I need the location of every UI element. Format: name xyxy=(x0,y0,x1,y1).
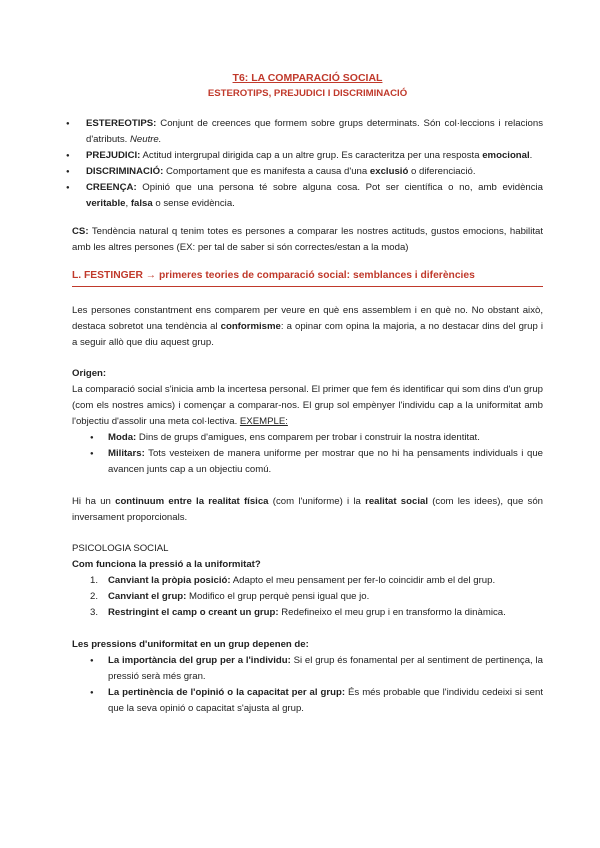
definition-item: ● CREENÇA: Opinió que una persona té sobre alguna cosa. Pot ser científica o no, amb evidència veritable, falsa o sense evidència. xyxy=(72,180,543,212)
definition-item: ● DISCRIMINACIÓ: Comportament que es manifesta a causa d'una exclusió o diferenciació. xyxy=(72,164,543,180)
section-heading: L. FESTINGER → primeres teories de comparació social: semblances i diferències xyxy=(72,268,543,287)
page-subtitle: ESTEROTIPS, PREJUDICI I DISCRIMINACIÓ xyxy=(207,88,408,99)
origin-paragraph: La comparació social s'inicia amb la incertesa personal. El primer que fem és identificar qui som dins d'un grup (com els nostres amics) i començar a comparar-nos. El grup sol empènyer l'individu cap a la uniformitat amb l'objectiu d'assolir una meta col·lectiva. EXEMPLE: xyxy=(72,384,543,427)
page-title: T6: LA COMPARACIÓ SOCIAL xyxy=(232,72,383,84)
definition-term: PREJUDICI: xyxy=(86,150,141,161)
definition-term: DISCRIMINACIÓ: xyxy=(86,166,164,177)
step-item: 1. Canviant la pròpia posició: Adapto el meu pensament per fer-lo coincidir amb el del grup. xyxy=(90,575,496,586)
pressures-title: Les pressions d'uniformitat en un grup depenen de: xyxy=(72,639,309,650)
psychology-title: PSICOLOGIA SOCIAL xyxy=(72,543,169,554)
steps-list xyxy=(72,573,543,621)
example-item: ● Militars: Tots vesteixen de manera uniforme per mostrar que no hi ha pensaments individuals i que avancen junts cap a un objectiu comú. xyxy=(108,446,543,478)
definition-term: ESTEREOTIPS: xyxy=(86,118,157,129)
conformism-paragraph: Les persones constantment ens comparem per veure en què ens assemblem i en què no. No obstant això, destaca sobretot una tendència al conformisme: a opinar com opina la majoria, a no destacar dins del grup i a seguir allò que diu aquest grup. xyxy=(72,305,543,348)
continuum-paragraph: Hi ha un continuum entre la realitat física (com l'uniforme) i la realitat social (com les idees), que són inversament proporcionals. xyxy=(72,496,543,523)
document-page xyxy=(72,70,543,717)
origin-title: Origen: xyxy=(72,368,107,379)
pressure-item: ● La importància del grup per a l'individu: Si el grup és fonamental per al sentiment de pertinença, la pressió serà més gran. xyxy=(108,653,543,685)
example-label: EXEMPLE: xyxy=(239,416,288,427)
pressures-list xyxy=(72,653,543,717)
step-item: 3. Restringint el camp o creant un grup: Redefineixo el meu grup i en transformo la dinàmica. xyxy=(90,607,506,618)
definition-item: ● PREJUDICI: Actitud intergrupal dirigida cap a un altre grup. Es caracteritza per una resposta emocional. xyxy=(72,148,543,164)
cs-paragraph: CS: Tendència natural q tenim totes es persones a comparar les nostres actituds, gustos emocions, habilitat amb les altres persones (EX: per tal de saber si són correctes/estan a la moda) xyxy=(72,226,543,253)
pressure-item: ● La pertinència de l'opinió o la capacitat per al grup: És més probable que l'individu cedeixi si sent que la seva opinió o capacitat s'ajusta al grup. xyxy=(108,685,543,717)
psychology-question: Com funciona la pressió a la uniformitat? xyxy=(72,559,261,570)
step-item: 2. Canviant el grup: Modifico el grup perquè pensi igual que jo. xyxy=(90,591,370,602)
example-list xyxy=(72,430,543,478)
definitions-list xyxy=(72,116,543,212)
definition-item: ● ESTEREOTIPS: Conjunt de creences que formem sobre grups determinats. Són col·leccions i relacions d'atributs. Neutre. xyxy=(72,116,543,148)
example-item: ● Moda: Dins de grups d'amigues, ens comparem per trobar i construir la nostra identitat. xyxy=(108,430,543,446)
definition-term: CREENÇA: xyxy=(86,182,137,193)
